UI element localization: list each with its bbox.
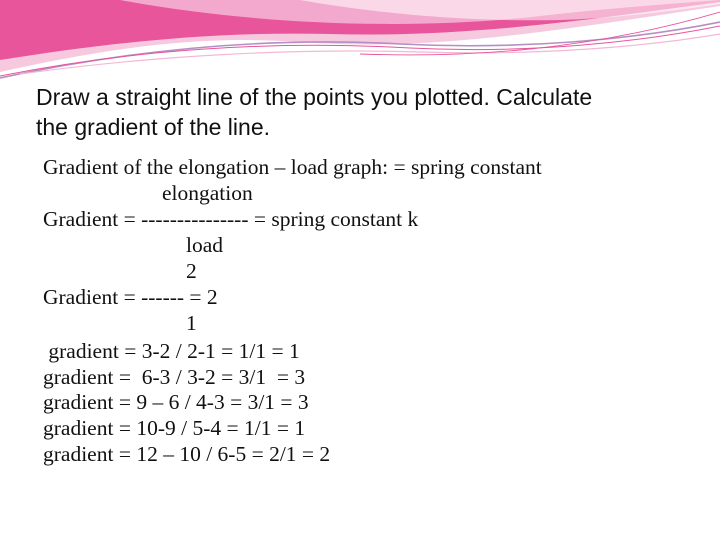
calculation-line: gradient = 3-2 / 2-1 = 1/1 = 1: [43, 339, 300, 363]
example-fraction-line: Gradient = ------ = 2: [43, 285, 218, 309]
calculation-line: gradient = 6-3 / 3-2 = 3/1 = 3: [43, 365, 306, 389]
example-denominator: 1: [186, 311, 197, 335]
formula-fraction-line: Gradient = --------------- = spring constant k: [43, 207, 419, 231]
example-numerator: 2: [186, 259, 197, 283]
formula-denominator: load: [186, 233, 224, 257]
formula-numerator: elongation: [162, 181, 253, 205]
title-line-2: the gradient of the line.: [36, 114, 270, 140]
calculation-line: gradient = 12 – 10 / 6-5 = 2/1 = 2: [43, 442, 331, 466]
formula-definition: Gradient of the elongation – load graph: = spring constant: [43, 155, 542, 179]
title-line-1: Draw a straight line of the points you plotted. Calculate: [36, 84, 593, 110]
calculation-line: gradient = 9 – 6 / 4-3 = 3/1 = 3: [43, 390, 309, 414]
calculation-line: gradient = 10-9 / 5-4 = 1/1 = 1: [43, 416, 306, 440]
